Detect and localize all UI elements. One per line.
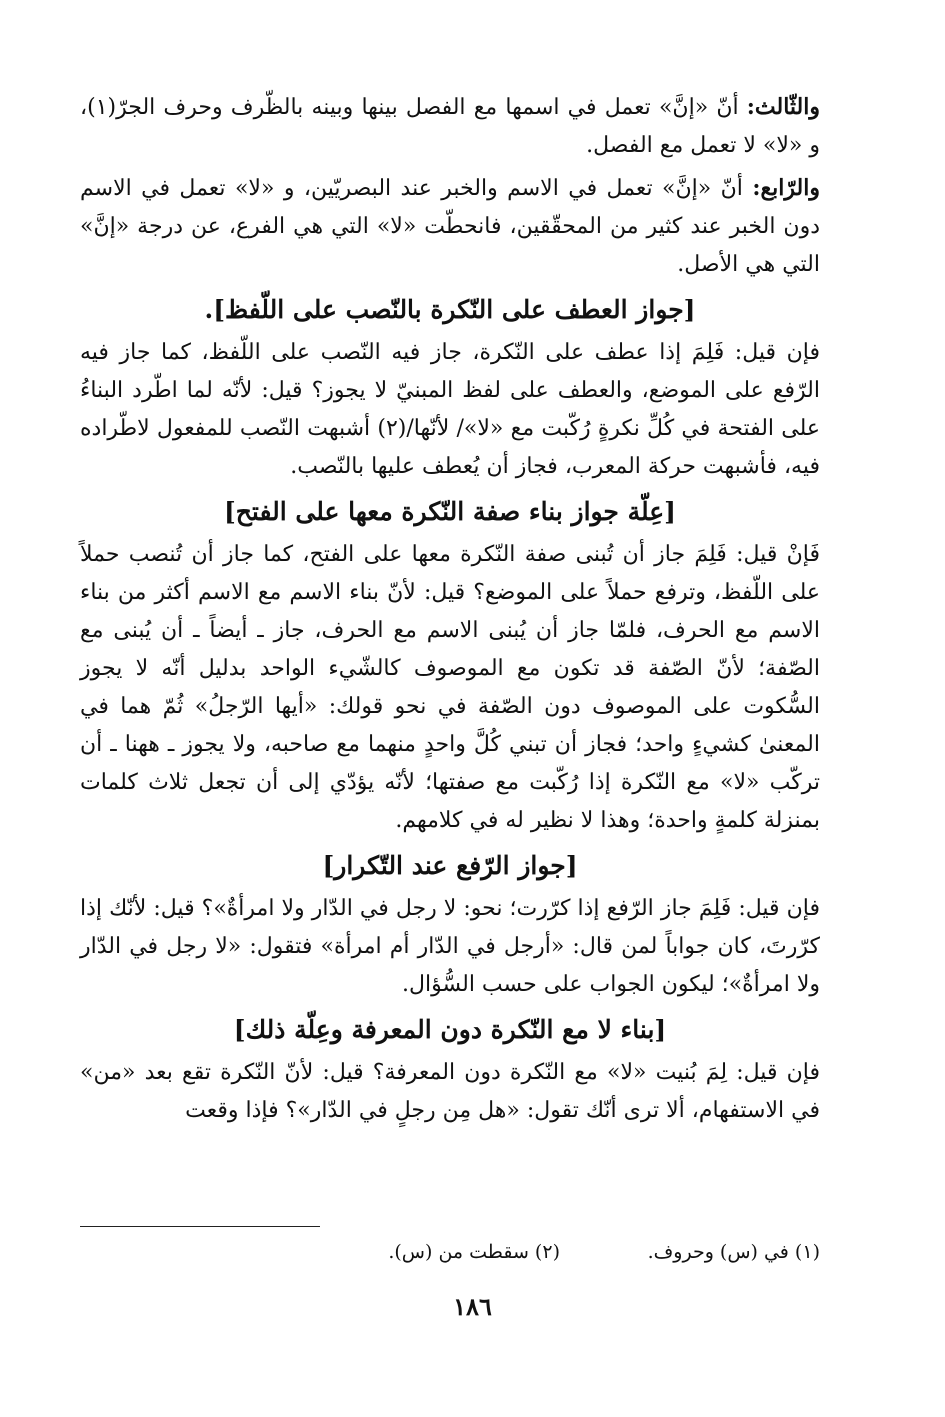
paragraph-lead: والرّابع:: [752, 175, 820, 201]
section-heading-adjective-building: [عِلّة جواز بناء صفة النّكرة معها على الفتح]: [223, 497, 677, 526]
footnotes: [80, 1236, 820, 1268]
section-heading-repetition: [جواز الرّفع عند التّكرار]: [322, 851, 578, 880]
footnote-1: (١) في (س) وحروف.: [647, 1241, 820, 1263]
paragraph-text: أنّ «إنَّ» تعمل في اسمها مع الفصل بينها وبينه بالظّرف وحرف الجرّ(١)، و «لا» لا تعمل مع الفصل.: [80, 95, 820, 158]
paragraph-third-point: [80, 88, 820, 165]
paragraph-fourth-point: [80, 169, 820, 284]
page-body: [80, 88, 820, 1134]
paragraph-conjunction: فإن قيل: فَلِمَ إذا عطف على النّكرة، جاز فيه النّصب على اللّفظ، كما جاز فيه الرّفع على الموضع، والعطف على لفظ المبنيّ لا يجوز؟ قيل: لأنّه لما اطّرد البناءُ على الفتحة في كُلِّ نكرةٍ رُكّبت مع «لا»/ لأنّها/(٢) أشبهت النّصب للمفعول لاطّراده فيه، فأشبهت حركة المعرب، فجاز أن يُعطف عليها بالنّصب.: [80, 340, 821, 479]
paragraph-lead: والثّالث:: [746, 94, 820, 120]
paragraph-repetition: فإن قيل: فَلِمَ جاز الرّفع إذا كرّرت؛ نحو: لا رجل في الدّار ولا امرأةٌ»؟ قيل: لأنّك إذا كرّرتَ، كان جواباً لمن قال: «أرجل في الدّار أم امرأة» فتقول: «لا رجل في الدّار ولا امرأةٌ»؛ ليكون الجواب على حسب السُّؤال.: [80, 896, 820, 997]
page-number: ١٨٦: [453, 1292, 492, 1321]
paragraph-text: أنّ «إنَّ» تعمل في الاسم والخبر عند البصريّين، و «لا» تعمل في الاسم دون الخبر عند كثير من المحقّقين، فانحطّت «لا» التي هي الفرع، عن درجة «إنَّ» التي هي الأصل.: [80, 176, 820, 277]
paragraph-indefinite: فإن قيل: لِمَ بُنيت «لا» مع النّكرة دون المعرفة؟ قيل: لأنّ النّكرة تقع بعد «من» في الاستفهام، ألا ترى أنّك تقول: «هل مِن رجلٍ في الدّار»؟ فإذا وقعت: [80, 1060, 820, 1123]
section-heading-conjunction: [جواز العطف على النّكرة بالنّصب على اللّفظ].: [204, 295, 696, 324]
footnote-divider: [80, 1226, 320, 1227]
footnote-2: (٢) سقطت من (س).: [388, 1241, 560, 1263]
section-heading-indefinite: [بناء لا مع النّكرة دون المعرفة وعِلّة ذلك]: [233, 1015, 667, 1044]
paragraph-adjective-building: فَإنْ قيل: فَلِمَ جاز أن تُبنى صفة النّكرة معها على الفتح، كما جاز أن تُنصب حملاً على اللّفظ، وترفع حملاً على الموضع؟ قيل: لأنّ بناء الاسم مع الاسم أكثر من بناء الاسم مع الحرف، فلمّا جاز أن يُبنى الاسم مع الحرف، جاز ـ أيضاً ـ أن يُبنى مع الصّفة؛ لأنّ الصّفة قد تكون مع الموصوف كالشّيء الواحد بدليل أنّه لا يجوز السُّكوت على الموصوف دون الصّفة في نحو قولك: «أيها الرّجلُ» ثُمّ هما في المعنىٰ كشيءٍ واحد؛ فجاز أن تبني كُلَّ واحدٍ منهما مع صاحبه، ولا يجوز ـ ههنا ـ أن تركّب «لا» مع النّكرة إذا رُكّبت مع صفتها؛ لأنّه يؤدّي إلى أن تجعل ثلاث كلمات بمنزلة كلمةٍ واحدة؛ وهذا لا نظير له في كلامهم.: [80, 542, 820, 833]
